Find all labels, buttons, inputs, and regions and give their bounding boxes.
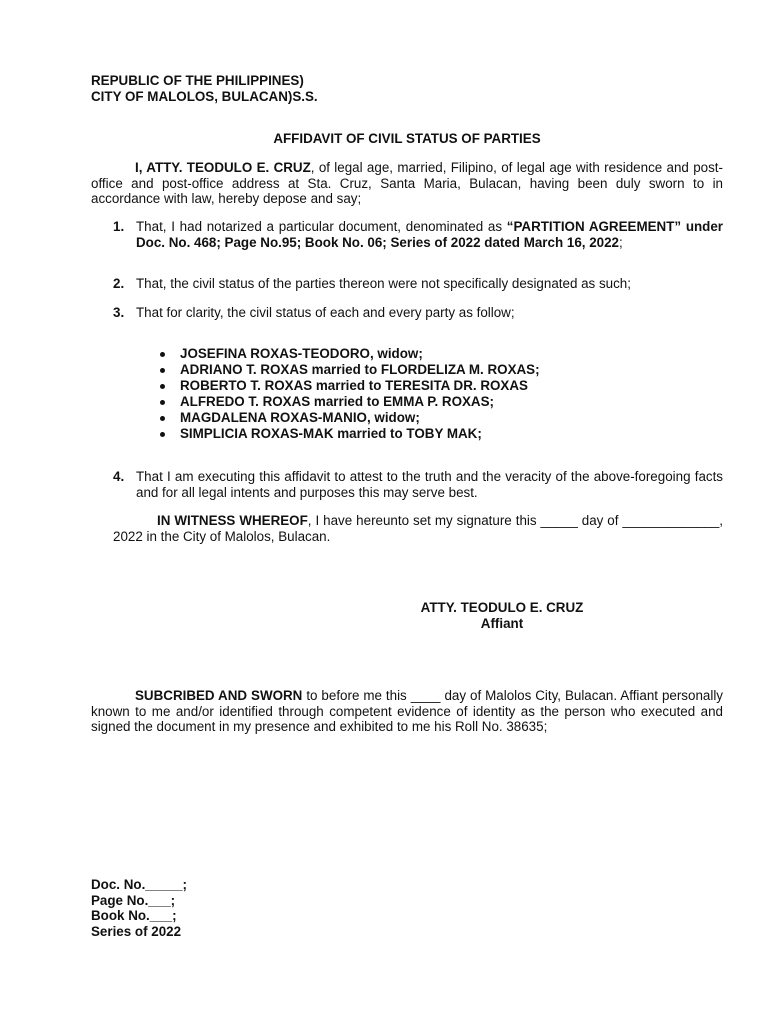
item-4-number: 4. xyxy=(113,469,125,484)
item-3-text: That for clarity, the civil status of each and every party as follow; xyxy=(136,305,515,320)
jurat-heading: SUBCRIBED AND SWORN xyxy=(135,688,303,703)
item-1-text xyxy=(136,219,723,250)
jurat-paragraph xyxy=(91,688,723,735)
item-4-text: That I am executing this affidavit to attest to the truth and the veracity of the above-foregoing facts and for all legal intents and purposes this may serve best. xyxy=(136,469,723,500)
list-item: SIMPLICIA ROXAS-MAK married to TOBY MAK; xyxy=(160,426,540,442)
list-item: ADRIANO T. ROXAS married to FLORDELIZA M. ROXAS; xyxy=(160,362,540,378)
list-item: ROBERTO T. ROXAS married to TERESITA DR. ROXAS xyxy=(160,378,540,394)
witness-heading: IN WITNESS WHEREOF xyxy=(157,513,308,528)
venue-header xyxy=(91,73,318,104)
item-1-document: “PARTITION AGREEMENT” under Doc. No. 468; Page No.95; Book No. 06; Series of 2022 dated March 16, 2022 xyxy=(136,219,724,250)
affiant-name: ATTY. TEODULO E. CRUZ xyxy=(420,600,584,615)
list-item: MAGDALENA ROXAS-MANIO, widow; xyxy=(160,410,540,426)
item-3-number: 3. xyxy=(113,305,125,320)
item-2-text: That, the civil status of the parties thereon were not specifically designated as such; xyxy=(136,276,631,291)
bullet-icon xyxy=(160,432,165,437)
witness-paragraph xyxy=(113,513,723,544)
bullet-icon xyxy=(160,384,165,389)
intro-paragraph xyxy=(91,160,723,207)
series-year: Series of 2022 xyxy=(91,923,182,939)
signature-block xyxy=(393,600,611,631)
parties-list xyxy=(160,346,540,442)
venue-city: CITY OF MALOLOS, BULACAN)S.S. xyxy=(91,88,318,104)
book-number: Book No.___; xyxy=(91,908,177,923)
witness-text: , I have hereunto set my signature this _____ day of _____________, 2022 in the City of Malolos, Bulacan. xyxy=(113,513,723,544)
affiant-label: Affiant xyxy=(480,615,524,631)
item-2-number: 2. xyxy=(113,276,125,291)
list-item: ALFREDO T. ROXAS married to EMMA P. ROXAS; xyxy=(160,394,540,410)
item-1-number: 1. xyxy=(113,219,125,234)
bullet-icon xyxy=(160,416,165,421)
list-item: JOSEFINA ROXAS-TEODORO, widow; xyxy=(160,346,540,362)
page-number: Page No.___; xyxy=(91,892,176,908)
intro-text: , of legal age, married, Filipino, of legal age with residence and post-office and post-office address at Sta. Cruz, Santa Maria, Bulacan, having been duly sworn to in accordance with law, hereby depose and say; xyxy=(91,160,723,206)
bullet-icon xyxy=(160,368,165,373)
jurat-text: to before me this ____ day of Malolos City, Bulacan. Affiant personally known to me and/or identified through competent evidence of identity as the person who executed and signed the document in my presence and exhibited to me his Roll No. 38635; xyxy=(91,688,723,734)
notarial-register xyxy=(91,877,187,939)
doc-number: Doc. No._____; xyxy=(91,877,188,892)
venue-republic: REPUBLIC OF THE PHILIPPINES) xyxy=(91,73,304,88)
item-1-text-a: That, I had notarized a particular document, denominated as xyxy=(136,219,507,234)
bullet-icon xyxy=(160,352,165,357)
affiant-name-intro: I, ATTY. TEODULO E. CRUZ xyxy=(135,160,311,175)
bullet-icon xyxy=(160,400,165,405)
document-title: AFFIDAVIT OF CIVIL STATUS OF PARTIES xyxy=(273,131,541,146)
item-1-text-b: ; xyxy=(619,234,623,250)
